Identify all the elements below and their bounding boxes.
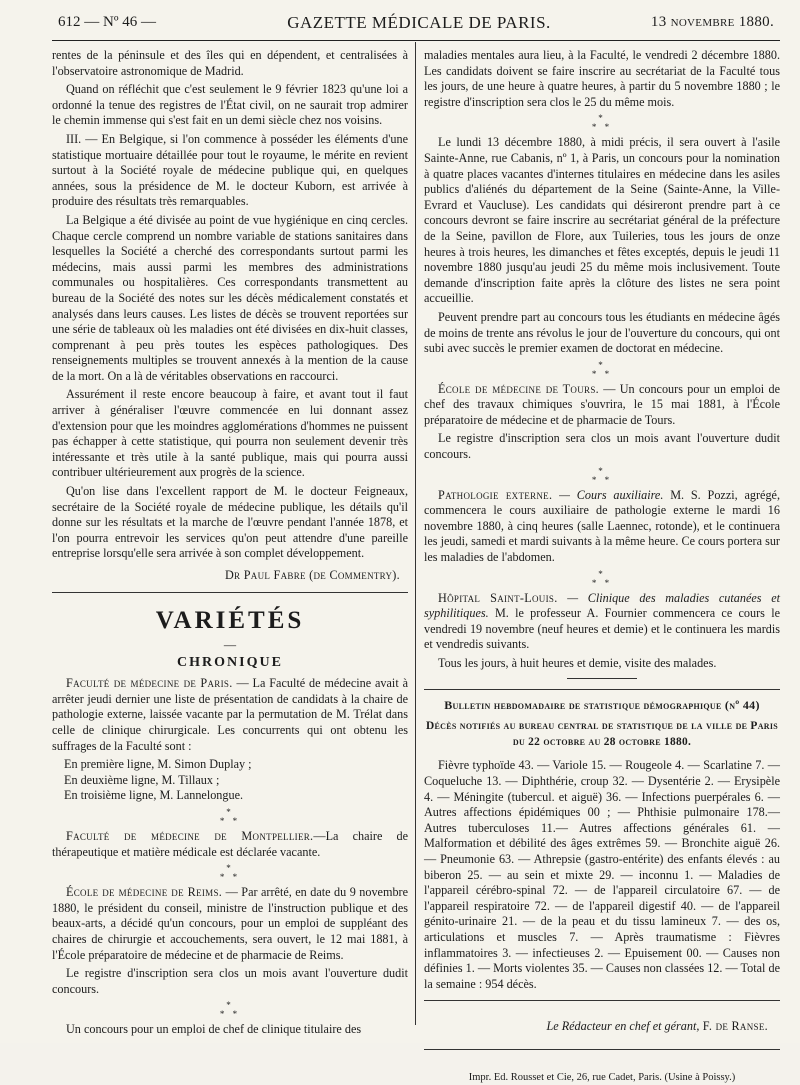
editor-name: F. de Ranse. bbox=[699, 1019, 768, 1034]
news-heading: Hôpital Saint-Louis. bbox=[438, 590, 558, 605]
news-subtitle: — Clinique des maladies cutanées et syphilitiques. bbox=[424, 590, 780, 621]
paragraph: maladies mentales aura lieu, à la Faculté, le vendredi 2 décembre 1880. Les candidats doivent se faire inscrire au secrétariat de la Faculté tous les jours, de une heure à quatre heures, à partir du 5 novembre 1880 ; le registre d'inscription sera clos le 25 du même mois. bbox=[424, 48, 780, 109]
left-column bbox=[52, 48, 408, 1041]
asterism: * * * bbox=[591, 359, 613, 379]
bulletin-title: Bulletin hebdomadaire de statistique démographique (nº 44) bbox=[444, 697, 760, 712]
asterism: * * * bbox=[219, 1000, 241, 1020]
asterism: * * * bbox=[591, 465, 613, 485]
news-text: — Un concours pour un emploi de chef des travaux chimiques s'ouvrira, le 15 mai 1881, à l'École préparatoire de médecine et de pharmacie de Tours. bbox=[424, 381, 780, 427]
news-text: — Par arrêté, en date du 9 novembre 1880, le président du conseil, ministre de l'instruction publique et des beaux-arts, a décidé qu'un concours, pour un emploi de suppléant des chaires de chirurgie et accouchements, sera ouvert, le 12 mai 1881, à l'École préparatoire de médecine et de pharmacie de Reims. bbox=[52, 885, 409, 962]
paragraph: Assurément il reste encore beaucoup à faire, et avant tout il faut arriver à généraliser l'œuvre commencée en lui donnant assez d'extension pour que les moindres agglomérations d'hommes ne puissent pas échapper à cette statistique, qui pourra non seulement devenir très intéressante et très utile à la santé publique, mais qui pourra aussi contribuer ultérieurement aux progrès de la science. bbox=[52, 387, 408, 480]
news-heading: Pathologie externe. bbox=[438, 487, 553, 502]
asterism: * * * bbox=[219, 863, 241, 883]
news-text: — La Faculté de médecine avait à arrêter jeudi dernier une liste de présentation de candidats à la chaire de pathologie externe, laissée vacante par la permutation de M. Trélat dans celle de clinique chirurgicale. Les concurrents qui ont obtenu les suffrages de la Faculté sont : bbox=[52, 676, 409, 753]
asterism: * * * bbox=[591, 113, 613, 133]
news-heading: École de médecine de Reims. bbox=[66, 885, 223, 900]
page-number: 612 — Nº 46 — bbox=[58, 14, 156, 30]
news-text: M. le professeur A. Fournier commencera ce cours le vendredi 19 novembre (neuf heures et demie) et le continuera les mardis et vendredis suivants. bbox=[424, 606, 780, 652]
paragraph: Le registre d'inscription sera clos un mois avant l'ouverture dudit concours. bbox=[52, 966, 408, 996]
paragraph: Le lundi 13 décembre 1880, à midi précis, il sera ouvert à l'asile Sainte-Anne, rue Cabanis, nº 1, à Paris, un concours pour la nomination à quatre places vacantes d'internes titulaires en médecine dans les asiles publics d'aliénés du département de la Seine (Sainte-Anne, la Ville-Evrard et Vaucluse). Les candidats qui désireront prendre part à ce concours devront se faire inscrire au secrétariat général de la préfecture de la Seine, pavillon de Flore, aux Tuileries, tous les jours de onze heures à trois heures, les dimanches et fêtes exceptés, depuis le jeudi 11 novembre 1880 jusqu'au jeudi 25 du même mois inclusivement. Toute demande d'inscription faite après la clôture des listes ne sera point accueillie. bbox=[424, 135, 780, 306]
paragraph: III. — En Belgique, si l'on commence à posséder les éléments d'une statistique mortuaire détaillée pour tout le royaume, le mérite en revient surtout à la Société royale de médecine publique qui, en quelques années, sous la présidence de M. le docteur Kuborn, est arrivée à produire des résultats très remarquables. bbox=[52, 131, 408, 209]
section-rule bbox=[424, 1000, 780, 1001]
paragraph: rentes de la péninsule et des îles qui en dépendent, et centralisées à l'observatoire astronomique de Madrid. bbox=[52, 48, 408, 78]
news-item bbox=[52, 829, 408, 860]
bulletin-subtitle: Décès notifiés au bureau central de statistique de la ville de Paris du 22 octobre au 28 octobre 1880. bbox=[425, 720, 779, 748]
page-header bbox=[58, 10, 780, 38]
printer-imprint: Impr. Ed. Rousset et Cie, 26, rue Cadet, Paris. (Usine à Poissy.) bbox=[468, 1071, 736, 1083]
news-text: —La chaire de thérapeutique et matière médicale est déclarée vacante. bbox=[52, 828, 409, 859]
news-heading: Faculté de médecine de Montpellier. bbox=[66, 828, 314, 843]
paragraph: Un concours pour un emploi de chef de clinique titulaire des bbox=[66, 1022, 362, 1037]
section-rule bbox=[424, 689, 780, 690]
news-text: M. S. Pozzi, agrégé, commencera le cours auxiliaire de pathologie externe le mardi 16 novembre 1880, à cinq heures (salle Laennec, rotonde), et le continuera les jeudi, samedi et mardi suivants à la même heure. Ce cours portera sur les maladies de l'abdomen. bbox=[424, 487, 780, 565]
news-heading: École de médecine de Tours. bbox=[438, 381, 599, 396]
author-signature: Dr Paul Fabre (de Commentry). bbox=[224, 568, 400, 582]
section-rule bbox=[424, 1049, 780, 1050]
paragraph: Qu'on lise dans l'excellent rapport de M. le docteur Feigneaux, secrétaire de la Société royale de médecine publique, les détails qu'il donne sur les résultats et la marche de l'œuvre pendant l'année 1878, et l'on pourra entrevoir les services qu'on peut attendre d'une pareille entreprise lorsqu'elle sera arrivée à son complet développement. bbox=[52, 484, 408, 561]
section-title: VARIÉTÉS bbox=[155, 606, 305, 634]
editor-title: Le Rédacteur en chef et gérant, bbox=[546, 1019, 700, 1034]
issue-date: 13 novembre 1880. bbox=[650, 14, 774, 30]
news-subtitle: — Cours auxiliaire. bbox=[552, 487, 664, 502]
news-item bbox=[52, 676, 408, 754]
journal-title: GAZETTE MÉDICALE DE PARIS. bbox=[287, 13, 551, 32]
list-item: En deuxième ligne, M. Tillaux ; bbox=[64, 772, 220, 787]
paragraph: Le registre d'inscription sera clos un mois avant l'ouverture dudit concours. bbox=[424, 431, 780, 462]
paragraph: Quand on réfléchit que c'est seulement le 9 février 1823 qu'une loi a ordonné la tenue des registres de l'État civil, on ne saurait trop admirer le chemin immense qui s'est fait en un demi siècle chez nos voisins. bbox=[52, 82, 408, 128]
title-dash: — bbox=[223, 637, 237, 652]
editor-line bbox=[424, 1019, 768, 1035]
paragraph: La Belgique a été divisée au point de vue hygiénique en cinq cercles. Chaque cercle comprend un nombre variable de stations sanitaires dans lesquelles la Société a cherché des correspondants surtout parmi les médecins, mais aussi parmi les membres des administrations communales ou hospitalières. Ces correspondants transmettent au bureau de la Société des notes sur les décès médicalement constatés et analysés dans leurs causes. Les listes de décès se trouvent reportées sur une série de tableaux où les maladies ont été divisées en dix-huit classes, comprenant à peu près toutes les espèces pathologiques. Des renseignements multiples se trouvent annexés à la mention de la cause de la mort. On a là de véritables observations en raccourci. bbox=[52, 212, 408, 383]
column-divider bbox=[415, 42, 416, 1025]
paragraph: Tous les jours, à huit heures et demie, visite des malades. bbox=[438, 656, 717, 670]
list-item: En première ligne, M. Simon Duplay ; bbox=[64, 757, 252, 772]
news-heading: Faculté de médecine de Paris. bbox=[66, 676, 233, 691]
right-column bbox=[424, 48, 780, 1085]
asterism: * * * bbox=[219, 806, 241, 826]
bulletin-statistics: Fièvre typhoïde 43. — Variole 15. — Rougeole 4. — Scarlatine 7. — Coqueluche 13. — Diphthérie, croup 32. — Dysentérie 2. — Erysipèle 4. — Méningite (tubercul. et aiguë) 36. — Infections puerpérales 6. — Autres affections épidémiques 00 ; — Phthisie pulmonaire 178.— Autres tuberculoses 11.— Autres affections générales 61. — Malformation et débilité des âges extrêmes 59. — Bronchite aiguë 26. — Pneumonie 63. — Athrepsie (gastro-entérite) des enfants élevés : au biberon 25. — au sein et mixte 29. — inconnu 1. — Maladies de l'appareil cérébro-spinal 72. — de l'appareil circulatoire 67. — de l'appareil respiratoire 72. — de l'appareil digestif 40. — de l'appareil génito-urinaire 21. — de la peau et du tissu lamineux 7. — des os, articulations et muscles 7. — Après traumatisme : Fièvres inflammatoires 3. — infectieuses 2. — Epuisement 00. — Causes non définies 1. — Morts violentes 35. — Causes non classées 12. — Total de la semaine : 954 décès. bbox=[424, 758, 780, 991]
short-rule bbox=[567, 678, 637, 679]
section-rule bbox=[52, 592, 408, 593]
news-item bbox=[424, 488, 780, 566]
header-rule bbox=[52, 40, 780, 41]
news-item bbox=[424, 382, 780, 429]
news-item bbox=[424, 591, 780, 653]
subsection-title: CHRONIQUE bbox=[177, 654, 283, 670]
asterism: * * * bbox=[591, 568, 613, 588]
news-item bbox=[52, 885, 408, 963]
list-item: En troisième ligne, M. Lannelongue. bbox=[64, 788, 244, 803]
paragraph: Peuvent prendre part au concours tous les étudiants en médecine âgés de moins de trente ans révolus le jour de l'ouverture du concours, qui ont subi avec succès le premier examen de doctorat en médecine. bbox=[424, 309, 780, 356]
